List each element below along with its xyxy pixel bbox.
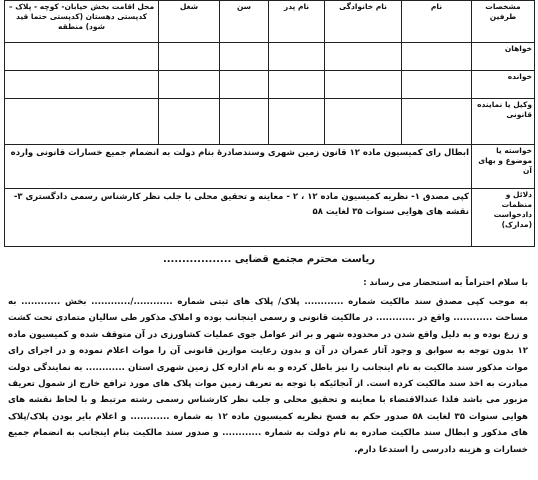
evidence-row (5, 189, 535, 247)
defendant-label: خوانده (472, 71, 535, 99)
plaintiff-row (5, 43, 535, 71)
plaintiff-label: خواهان (472, 43, 535, 71)
letter-title: ریاست محترم مجتمع قضایی .................. (162, 254, 376, 265)
claim-row (5, 145, 535, 189)
lawyer-residence-cell[interactable] (5, 99, 159, 145)
lawyer-row (5, 99, 535, 145)
defendant-job-cell[interactable] (159, 71, 220, 99)
letter-greeting: با سلام احتراماً به استحضار می رساند : (363, 278, 528, 288)
lawyer-job-cell[interactable] (159, 99, 220, 145)
header-row (5, 1, 535, 43)
letter-body (8, 294, 528, 458)
header-last-name: نام خانوادگی (325, 1, 402, 43)
lawyer-label: وکیل یا نماینده قانونی (472, 99, 535, 145)
claim-text: ابطال رای کمیسیون ماده ۱۲ قانون زمین شهری وسندصادرهٔ بنام دولت به انضمام جمیع خسارات قانونی وارده (5, 145, 472, 189)
petition-form-table (4, 0, 535, 247)
header-parties-spec: مشخصات طرفین (472, 1, 535, 43)
defendant-father-name-cell[interactable] (269, 71, 325, 99)
header-job: شغل (159, 1, 220, 43)
claim-label: خواسته یا موضوع و بهای آن (472, 145, 535, 189)
letter-paragraph: به موجب کپی مصدق سند مالکیت شماره ............ پلاک/ پلاک های ثبتی شماره ............/............ بخش ............ به مساحت ............ واقع در ............ در مالکیت قانونی و رسمی اینجانب بوده و املاک مذکور طی سالیان متمادی تحت کشت و زرع بوده و به دلیل واقع شدن در محدوده شهر و بر اثر عوامل جوی عملیات کشاورزی در آن متوقف شده و کمیسیون ماده ۱۲ بدون توجه به سوابق و وجود آثار عمران در آن و بدون رعایت موازین قانونی آن را موات اعلام نموده و در اجرای رای موات مذکور سند مالکیت به نام اینجانب را نیز باطل کرده و به نام اداره کل زمین شهری استان ............ به نمایندگی دولت مبادرت به اخذ سند مالکیت کرده است. از آنجائیکه با توجه به تعریف زمین موات پلاک های مورد ترافع خارج از شمول تعریف مزبور می باشد فلذا عندالاقتضاء با معاینه و تحقیق محلی و جلب نظر کارشناس رسمی رشته مرتبط و با لحاظ نقشه های هوایی سنوات ۳۵ لغایت ۵۸ صدور حکم به فسخ نظریه کمیسیون ماده ۱۲ به شماره ............ و اعلام بایر بودن پلاک/پلاک های مذکور و ابطال سند مالکیت صادره به نام دولت به شماره ............ و صدور سند مالکیت بنام اینجانب به انضمام جمیع خسارات و هزینه دادرسی را استدعا دارم. (8, 297, 528, 455)
defendant-last-name-cell[interactable] (325, 71, 402, 99)
header-residence: محل اقامت بخش خیابان- کوچه - پلاک – کدپستی دهستان (کدپستی حتما قید شود) منطقه (5, 1, 159, 43)
plaintiff-father-name-cell[interactable] (269, 43, 325, 71)
lawyer-last-name-cell[interactable] (325, 99, 402, 145)
plaintiff-last-name-cell[interactable] (325, 43, 402, 71)
plaintiff-job-cell[interactable] (159, 43, 220, 71)
plaintiff-age-cell[interactable] (220, 43, 269, 71)
plaintiff-first-name-cell[interactable] (402, 43, 472, 71)
petition-form-page (4, 0, 534, 480)
defendant-residence-cell[interactable] (5, 71, 159, 99)
evidence-label: دلائل و منظمات دادخواست (مدارک) (472, 189, 535, 247)
lawyer-father-name-cell[interactable] (269, 99, 325, 145)
lawyer-age-cell[interactable] (220, 99, 269, 145)
header-father-name: نام پدر (269, 1, 325, 43)
defendant-first-name-cell[interactable] (402, 71, 472, 99)
header-age: سن (220, 1, 269, 43)
plaintiff-residence-cell[interactable] (5, 43, 159, 71)
lawyer-first-name-cell[interactable] (402, 99, 472, 145)
defendant-row (5, 71, 535, 99)
defendant-age-cell[interactable] (220, 71, 269, 99)
evidence-text: کپی مصدق ۱- نظریه کمیسیون ماده ۱۲ ، ۲ - معاینه و تحقیق محلی با جلب نظر کارشناس رسمی دادگستری ۳- نقشه های هوایی سنوات ۳۵ لغایت ۵۸ (5, 189, 472, 247)
header-first-name: نام (402, 1, 472, 43)
